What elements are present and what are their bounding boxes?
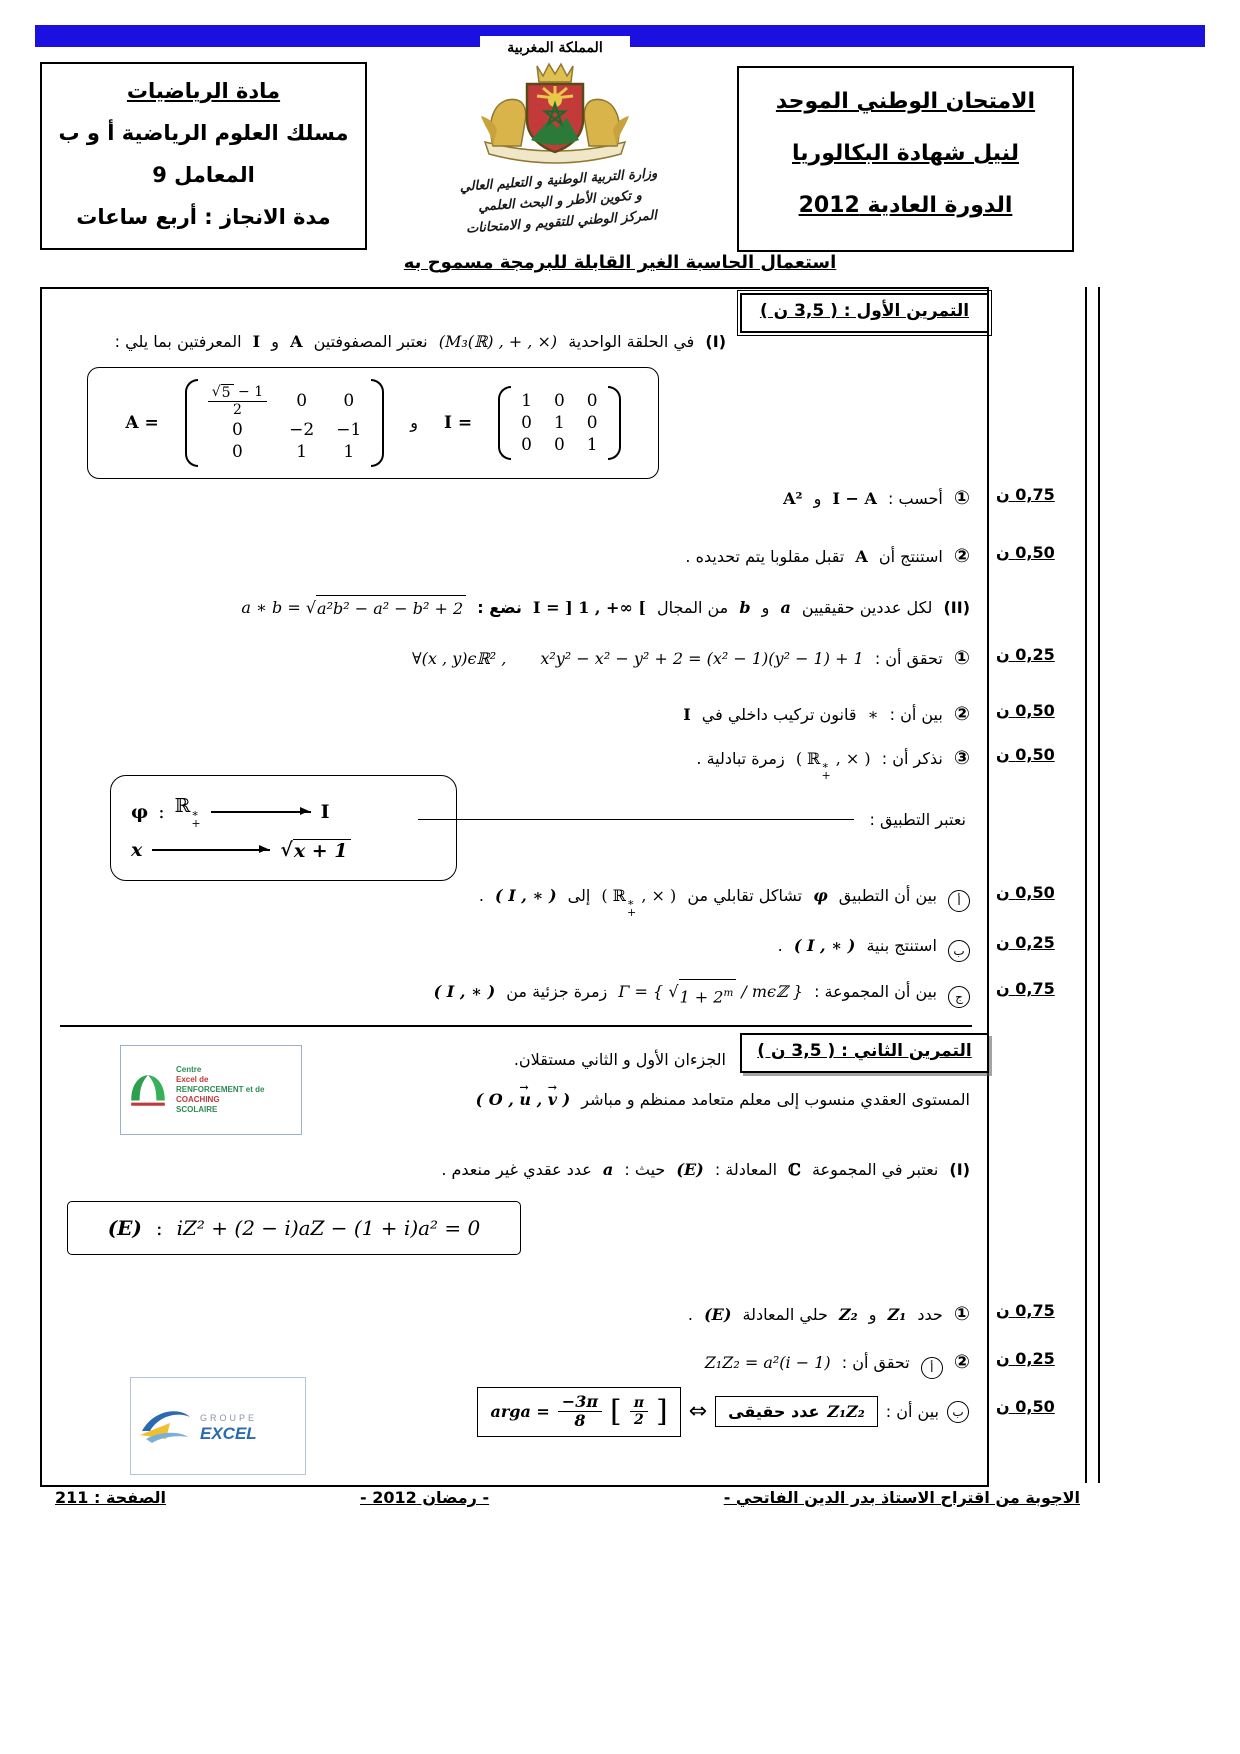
centre-logo-line: COACHING xyxy=(176,1095,220,1104)
exercise1-title: التمرين الأول : ( 3,5 ن ) xyxy=(740,293,989,333)
complex-set-symbol: ℂ xyxy=(788,1160,801,1179)
mark-value: 0,50 ن xyxy=(996,883,1055,902)
exam-info-box xyxy=(737,66,1074,252)
subject-coefficient: المعامل 9 xyxy=(152,163,255,187)
subject-duration: مدة الانجاز : أربع ساعات xyxy=(76,205,331,229)
star-law-formula: a ∗ b = √ a²b² − a² − b² + 2 xyxy=(241,598,466,617)
mark-value: 0,25 ن xyxy=(996,645,1055,664)
matrix-a-frac-cell: √ 5 − 1 2 xyxy=(208,384,267,418)
ministry-line-2: و تكوين الأطر و البحث العلمي xyxy=(477,188,643,215)
arrow-icon xyxy=(152,849,270,851)
subject-track: مسلك العلوم الرياضية أ و ب xyxy=(58,121,349,145)
real-number-condition-box: Z₁Z₂ عدد حقيقى xyxy=(715,1396,878,1427)
subject-info-box xyxy=(40,62,367,250)
exercise-separator xyxy=(60,1025,972,1027)
matrix-a-label: A = xyxy=(125,413,159,433)
identity-formula: ∀(x , y)ϵℝ² , x²y² − x² − y² + 2 = (x² − 1)(y² − 1) + 1 xyxy=(412,649,864,668)
part1-label: (I) xyxy=(705,332,726,351)
centre-excel-book-icon xyxy=(127,1070,169,1110)
left-paren-icon xyxy=(185,379,198,467)
morocco-coat-of-arms xyxy=(455,56,655,168)
centre-logo-line: SCOLAIRE xyxy=(176,1105,218,1114)
footer-page-number: الصفحة : 211 xyxy=(55,1488,166,1507)
ex2-part1-intro: (I) نعتبر في المجموعة ℂ المعادلة : (E) حيث : a عدد عقدي غير منعدم . xyxy=(441,1160,970,1179)
mark-value: 0,75 ن xyxy=(996,979,1055,998)
marks-column xyxy=(988,287,1083,1483)
mark-value: 0,50 ن xyxy=(996,745,1055,764)
connector-line xyxy=(418,819,854,820)
matrix-a: √ 5 − 1 2 0 0 0 −2 −1 0 1 1 xyxy=(185,379,385,467)
centre-logo-line: Excel de xyxy=(176,1075,209,1084)
phi-domain-row: φ : ℝ ∗ + I xyxy=(131,794,330,830)
ministry-line-1: وزارة التربية الوطنية و التعليم العالي xyxy=(459,166,658,195)
vector-v: → v xyxy=(548,1087,557,1113)
ex1-part2-intro: (II) لكل عددين حقيقيين a و b من المجال I = ] 1 , +∞ [ نضع : a ∗ b = √ a²b² − a² − b² + 2 xyxy=(238,595,973,622)
circled-3-icon: ③ xyxy=(953,747,970,769)
R-plus-star-group: ( ℝ ∗ + , × ) xyxy=(601,886,677,919)
matrices-definition-box xyxy=(87,367,659,479)
ex2-q3: ب بين أن : Z₁Z₂ عدد حقيقى ⇔ arga = $\frac{-3\pi}{8}$ [ $\frac{\pi}{2}$ ] xyxy=(473,1387,973,1437)
ex1-qa: أ بين أن التطبيق φ تشاكل تقابلي من ( ℝ ∗ + , × ) إلى ( I , ∗ ) . xyxy=(476,883,973,918)
right-border-strip xyxy=(1085,287,1100,1483)
map-caption: نعتبر التطبيق : xyxy=(869,810,966,829)
ministry-line-3: المركز الوطني للتقويم و الامتحانات xyxy=(465,208,658,237)
frame-notation: ( O , → u , → v ) xyxy=(476,1090,571,1109)
circled-ba-icon: ب xyxy=(948,940,970,962)
ex2-q1: ① حدد Z₁ و Z₂ حلي المعادلة (E) . xyxy=(687,1303,970,1325)
exam-body xyxy=(40,287,989,1487)
circled-alif-icon: أ xyxy=(948,890,970,912)
vector-u: → u xyxy=(519,1087,531,1113)
mark-value: 0,50 ن xyxy=(996,1397,1055,1416)
equation-E-body: iZ² + (2 − i)aZ − (1 + i)a² = 0 xyxy=(176,1216,481,1240)
part2-label: (II) xyxy=(943,598,970,617)
and-separator: و xyxy=(410,413,418,432)
ex1-q1: ① أحسب : I − A و A² xyxy=(783,487,970,509)
groupe-label: GROUPE xyxy=(200,1413,258,1423)
interval-notation: I = ] 1 , +∞ [ xyxy=(533,598,646,617)
centre-logo-line: Centre xyxy=(176,1065,202,1074)
circled-jim-icon: ج xyxy=(948,986,970,1008)
ex1-qc: ج بين أن المجموعة : Γ = { √ $1 + 2^m$ / mϵℤ } زمرة جزئية من ( I , ∗ ) xyxy=(431,979,973,1010)
ex2-plane-line: المستوى العقدي منسوب إلى معلم متعامد ممنظم و مباشر ( O , → u , → v ) xyxy=(473,1087,973,1113)
gamma-set-formula: Γ = { √ $1 + 2^m$ / mϵℤ } xyxy=(618,982,803,1001)
phi-image-row: x √ x + 1 xyxy=(131,839,436,862)
equation-E-box: (E) : iZ² + (2 − i)aZ − (1 + i)a² = 0 xyxy=(67,1201,521,1255)
mark-value: 0,75 ن xyxy=(996,485,1055,504)
right-paren-icon xyxy=(608,386,621,460)
circled-1-icon: ① xyxy=(953,487,970,509)
arrow-icon xyxy=(211,811,311,813)
ex2-q2: ② أ تحقق أن : Z₁Z₂ = a²(i − 1) xyxy=(702,1349,973,1379)
ex1-part2-q1: ① تحقق أن : ∀(x , y)ϵℝ² , x²y² − x² − y² + 2 = (x² − 1)(y² − 1) + 1 xyxy=(412,647,970,669)
mark-value: 0,25 ن xyxy=(996,933,1055,952)
mark-value: 0,75 ن xyxy=(996,1301,1055,1320)
ex1-q2: ② استنتج أن A تقبل مقلوبا يتم تحديده . xyxy=(685,545,970,567)
circled-2-icon: ② xyxy=(953,545,970,567)
circled-2-icon: ② xyxy=(953,1351,970,1373)
centre-logo-line: RENFORCEMENT et de xyxy=(176,1085,265,1094)
matrix-i-label: I = xyxy=(444,413,473,433)
iff-icon: ⇔ xyxy=(688,1399,708,1425)
groupe-excel-icon xyxy=(136,1401,194,1451)
circled-ba-icon: ب xyxy=(947,1401,969,1423)
R-plus-star: ℝ ∗ + xyxy=(174,794,201,830)
ex1-part1-intro: (I) في الحلقة الواحدية (M₃(ℝ) , + , ×) نعتبر المصفوفتين A و I المعرفتين بما يلي : xyxy=(114,332,726,351)
circled-1-icon: ① xyxy=(953,1303,970,1325)
ex1-part2-q3: ③ نذكر أن : ( ℝ ∗ + , × ) زمرة تبادلية . xyxy=(696,747,970,782)
exercise2-title: التمرين الثاني : ( 3,5 ن ) xyxy=(740,1033,989,1073)
circled-1-icon: ① xyxy=(953,647,970,669)
excel-label: EXCEL xyxy=(200,1424,257,1443)
circled-2-icon: ② xyxy=(953,703,970,725)
phi-mapping-box xyxy=(110,775,457,881)
mark-value: 0,25 ن xyxy=(996,1349,1055,1368)
calculator-notice: استعمال الحاسبة الغير القابلة للبرمجة مسموح به xyxy=(403,252,837,273)
exam-degree: لنيل شهادة البكالوريا xyxy=(792,141,1019,166)
groupe-excel-logo xyxy=(130,1377,306,1475)
footer-author: الاجوبة من اقتراح الاستاذ بدر الدين الفاتحي - xyxy=(723,1488,1080,1507)
modulo-fraction: $\frac{\pi}{2}$ xyxy=(630,1395,648,1428)
mark-value: 0,50 ن xyxy=(996,543,1055,562)
ex2-note: الجزءان الأول و الثاني مستقلان. xyxy=(513,1050,726,1069)
left-paren-icon xyxy=(498,386,511,460)
arg-fraction: $\frac{-3\pi}{8}$ xyxy=(558,1393,602,1431)
centre-excel-logo xyxy=(120,1045,302,1135)
subject-title: مادة الرياضيات xyxy=(126,79,281,103)
exam-session: الدورة العادية 2012 xyxy=(798,193,1013,218)
product-formula: Z₁Z₂ = a²(i − 1) xyxy=(704,1353,831,1372)
R-plus-star-group: ( ℝ ∗ + , × ) xyxy=(795,749,871,782)
coat-of-arms-icon xyxy=(455,56,655,168)
exam-title: الامتحان الوطني الموحد xyxy=(775,89,1036,114)
part1-label: (I) xyxy=(949,1160,970,1179)
mark-value: 0,50 ن xyxy=(996,701,1055,720)
footer-date: - رمضان 2012 - xyxy=(360,1488,490,1507)
circled-alif-icon: أ xyxy=(921,1357,943,1379)
arga-condition-box: arga = $\frac{-3\pi}{8}$ [ $\frac{\pi}{2}$ ] xyxy=(477,1387,680,1437)
kingdom-title: المملكة المغربية xyxy=(480,36,630,60)
ministry-text xyxy=(423,161,697,243)
ring-notation: (M₃(ℝ) , + , ×) xyxy=(438,332,558,351)
matrix-identity: 1 0 0 0 1 0 0 0 1 xyxy=(498,386,620,460)
ex1-part2-q2: ② بين أن : ∗ قانون تركيب داخلي في I xyxy=(683,703,970,725)
ex1-qb: ب استنتج بنية ( I , ∗ ) . xyxy=(775,933,973,962)
right-paren-icon xyxy=(371,379,384,467)
